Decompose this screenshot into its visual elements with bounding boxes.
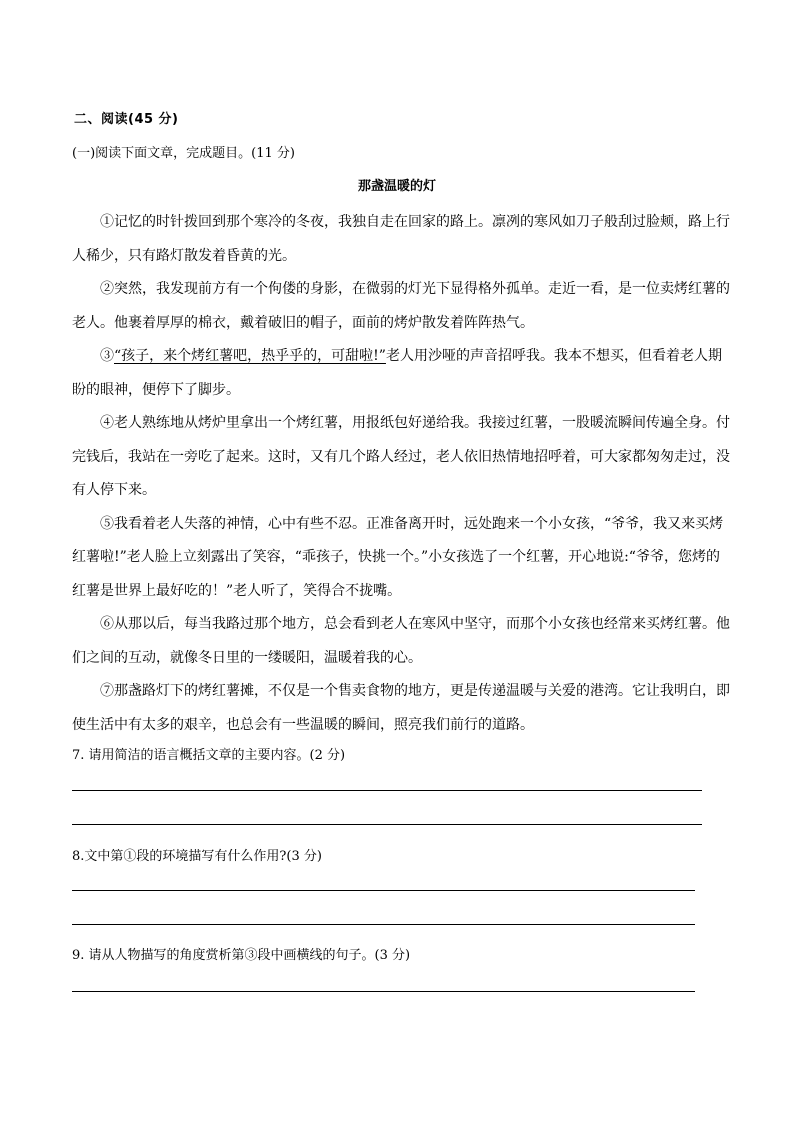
answer-line[interactable] xyxy=(72,824,702,825)
question-7: 7. 请用简洁的语言概括文章的主要内容。(2 分) xyxy=(72,748,346,763)
article-body xyxy=(72,206,732,742)
paragraph-4: ④老人熟练地从烤炉里拿出一个烤红薯，用报纸包好递给我。我接过红薯，一股暖流瞬间传遍全身。付完钱后，我站在一旁吃了起来。这时，又有几个路人经过，老人依旧热情地招呼着，可大家都匆匆走过，没有人停下来。 xyxy=(72,415,730,498)
answer-line[interactable] xyxy=(72,991,695,992)
paragraph-6: ⑥从那以后，每当我路过那个地方，总会看到老人在寒风中坚守，而那个小女孩也经常来买烤红薯。他们之间的互动，就像冬日里的一缕暖阳，温暖着我的心。 xyxy=(72,616,730,666)
paragraph-1: ①记忆的时针拨回到那个寒冷的冬夜，我独自走在回家的路上。凛冽的寒风如刀子般刮过脸颊，路上行人稀少，只有路灯散发着昏黄的光。 xyxy=(72,214,730,264)
paragraph-3-number: ③ xyxy=(100,348,114,364)
answer-line[interactable] xyxy=(72,890,695,891)
question-9: 9. 请从人物描写的角度赏析第③段中画横线的句子。(3 分) xyxy=(72,948,411,963)
paragraph-3-rest: 老人用沙哑的声音招呼我。我本不想买，但看着老人期盼的眼神，便停下了脚步。 xyxy=(72,348,722,398)
answer-line[interactable] xyxy=(72,924,695,925)
underlined-sentence: “孩子，来个烤红薯吧，热乎乎的，可甜啦!” xyxy=(114,348,386,364)
section-heading: 二、阅读(45 分) xyxy=(74,112,179,127)
subsection-instruction: (一)阅读下面文章，完成题目。(11 分) xyxy=(72,146,295,161)
paragraph-7: ⑦那盏路灯下的烤红薯摊，不仅是一个售卖食物的地方，更是传递温暖与关爱的港湾。它让我明白，即使生活中有太多的艰辛，也总会有一些温暖的瞬间，照亮我们前行的道路。 xyxy=(72,683,730,733)
answer-line[interactable] xyxy=(72,790,702,791)
paragraph-3 xyxy=(72,340,732,407)
paragraph-5: ⑤我看着老人失落的神情，心中有些不忍。正准备离开时，远处跑来一个小女孩，“爷爷，我又来买烤红薯啦!”老人脸上立刻露出了笑容，“乖孩子，快挑一个。”小女孩选了一个红薯，开心地说:“爷爷，您烤的红薯是世界上最好吃的！”老人听了，笑得合不拢嘴。 xyxy=(72,515,724,599)
paragraph-2: ②突然，我发现前方有一个佝偻的身影，在微弱的灯光下显得格外孤单。走近一看，是一位卖烤红薯的老人。他裹着厚厚的棉衣，戴着破旧的帽子，面前的烤炉散发着阵阵热气。 xyxy=(72,281,730,331)
article-title: 那盏温暖的灯 xyxy=(357,179,436,194)
question-8: 8.文中第①段的环境描写有什么作用?(3 分) xyxy=(72,849,322,864)
